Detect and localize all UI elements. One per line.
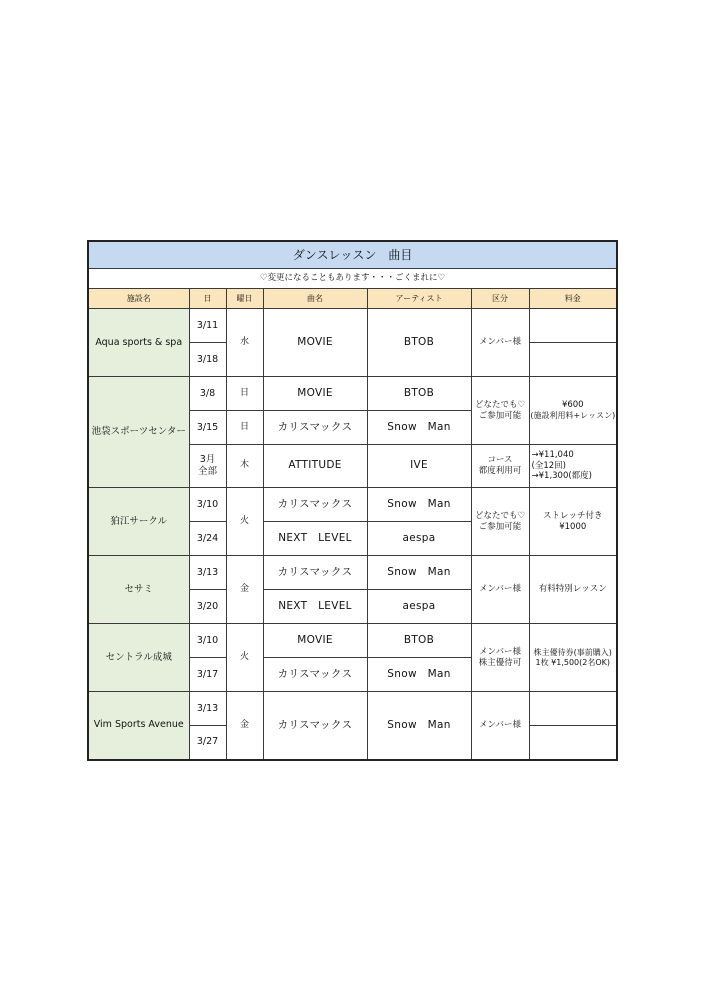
venue-name: Aqua sports & spa xyxy=(88,309,189,377)
date-cell: 3/13 xyxy=(189,556,226,590)
date-cell: 3/20 xyxy=(189,590,226,624)
fee-cell xyxy=(529,343,617,377)
date-cell: 3/17 xyxy=(189,658,226,692)
table-row xyxy=(88,377,617,411)
song-cell: MOVIE xyxy=(263,624,367,658)
song-cell: カリスマックス xyxy=(263,556,367,590)
category-cell xyxy=(471,377,529,445)
song-cell: NEXT LEVEL xyxy=(263,590,367,624)
header-fee: 料金 xyxy=(529,289,617,309)
category-cell: メンバー様 xyxy=(471,692,529,760)
artist-cell: Snow Man xyxy=(367,411,471,445)
fee-line: (施設利用料+レッスン) xyxy=(530,410,616,420)
song-cell: NEXT LEVEL xyxy=(263,522,367,556)
table-row xyxy=(88,309,617,343)
fee-cell xyxy=(529,692,617,726)
fee-cell xyxy=(529,726,617,760)
table-note: ♡変更になることもあります・・・ごくまれに♡ xyxy=(88,269,617,289)
dow-cell: 火 xyxy=(226,488,263,556)
category-line: コース xyxy=(487,455,513,466)
fee-line: ¥1000 xyxy=(559,521,587,532)
artist-cell: aespa xyxy=(367,522,471,556)
category-line: メンバー様 xyxy=(479,646,521,657)
venue-name: セントラル成城 xyxy=(88,624,189,692)
song-cell: カリスマックス xyxy=(263,658,367,692)
artist-cell: BTOB xyxy=(367,377,471,411)
date-cell: 3/27 xyxy=(189,726,226,760)
lesson-schedule-table xyxy=(87,240,618,761)
category-cell xyxy=(471,624,529,692)
category-line: どなたでも♡ xyxy=(474,399,526,410)
artist-cell: Snow Man xyxy=(367,488,471,522)
date-cell: 3/24 xyxy=(189,522,226,556)
fee-cell xyxy=(529,445,617,488)
dow-cell: 金 xyxy=(226,692,263,760)
category-cell xyxy=(471,445,529,488)
artist-cell: Snow Man xyxy=(367,692,471,760)
dow-cell: 木 xyxy=(226,445,263,488)
table-row xyxy=(88,488,617,522)
artist-cell: Snow Man xyxy=(367,556,471,590)
venue-name: 池袋スポーツセンター xyxy=(88,377,189,488)
fee-line: ストレッチ付き xyxy=(543,510,603,521)
dow-cell: 水 xyxy=(226,309,263,377)
header-row xyxy=(88,289,617,309)
date-cell: 3/10 xyxy=(189,624,226,658)
venue-name: Vim Sports Avenue xyxy=(88,692,189,760)
song-cell: カリスマックス xyxy=(263,692,367,760)
date-cell: 3/13 xyxy=(189,692,226,726)
dow-cell: 日 xyxy=(226,377,263,411)
date-cell: 3/18 xyxy=(189,343,226,377)
song-cell: カリスマックス xyxy=(263,488,367,522)
dow-cell: 日 xyxy=(226,411,263,445)
date-cell: 3/11 xyxy=(189,309,226,343)
artist-cell: IVE xyxy=(367,445,471,488)
category-line: 株主優待可 xyxy=(478,657,522,668)
fee-line: 株主優待券(事前購入) xyxy=(533,647,612,657)
category-cell xyxy=(471,488,529,556)
header-venue: 施設名 xyxy=(88,289,189,309)
date-cell xyxy=(189,445,226,488)
artist-cell: Snow Man xyxy=(367,658,471,692)
category-line: どなたでも♡ xyxy=(474,510,526,521)
fee-line: →¥1,300(都度) xyxy=(531,471,592,482)
date-cell: 3/8 xyxy=(189,377,226,411)
table-title: ダンスレッスン 曲目 xyxy=(88,241,617,269)
date-line: 3月 xyxy=(199,454,216,466)
header-category: 区分 xyxy=(471,289,529,309)
fee-cell xyxy=(529,377,617,445)
category-line: 都度利用可 xyxy=(478,466,522,476)
song-cell: MOVIE xyxy=(263,309,367,377)
song-cell: カリスマックス xyxy=(263,411,367,445)
fee-cell: 有料特別レッスン xyxy=(529,556,617,624)
table-row xyxy=(88,624,617,658)
fee-cell xyxy=(529,488,617,556)
date-cell: 3/15 xyxy=(189,411,226,445)
artist-cell: BTOB xyxy=(367,624,471,658)
fee-line: (全12回) xyxy=(531,460,566,471)
header-date: 日 xyxy=(189,289,226,309)
header-song: 曲名 xyxy=(263,289,367,309)
artist-cell: aespa xyxy=(367,590,471,624)
table-row xyxy=(88,556,617,590)
dow-cell: 金 xyxy=(226,556,263,624)
category-cell: メンバー様 xyxy=(471,556,529,624)
header-dow: 曜日 xyxy=(226,289,263,309)
category-line: ご参加可能 xyxy=(478,521,522,532)
date-cell: 3/10 xyxy=(189,488,226,522)
fee-cell xyxy=(529,624,617,692)
artist-cell: BTOB xyxy=(367,309,471,377)
venue-name: セサミ xyxy=(88,556,189,624)
category-line: ご参加可能 xyxy=(478,410,522,421)
fee-line: ¥600 xyxy=(561,400,584,411)
fee-line: 1枚 ¥1,500(2名OK) xyxy=(535,657,611,667)
fee-cell xyxy=(529,309,617,343)
venue-name: 狛江サークル xyxy=(88,488,189,556)
category-cell: メンバー様 xyxy=(471,309,529,377)
song-cell: MOVIE xyxy=(263,377,367,411)
dow-cell: 火 xyxy=(226,624,263,692)
song-cell: ATTITUDE xyxy=(263,445,367,488)
table-row xyxy=(88,692,617,726)
fee-line: →¥11,040 xyxy=(531,450,574,461)
date-line: 全部 xyxy=(197,466,217,477)
header-artist: アーティスト xyxy=(367,289,471,309)
